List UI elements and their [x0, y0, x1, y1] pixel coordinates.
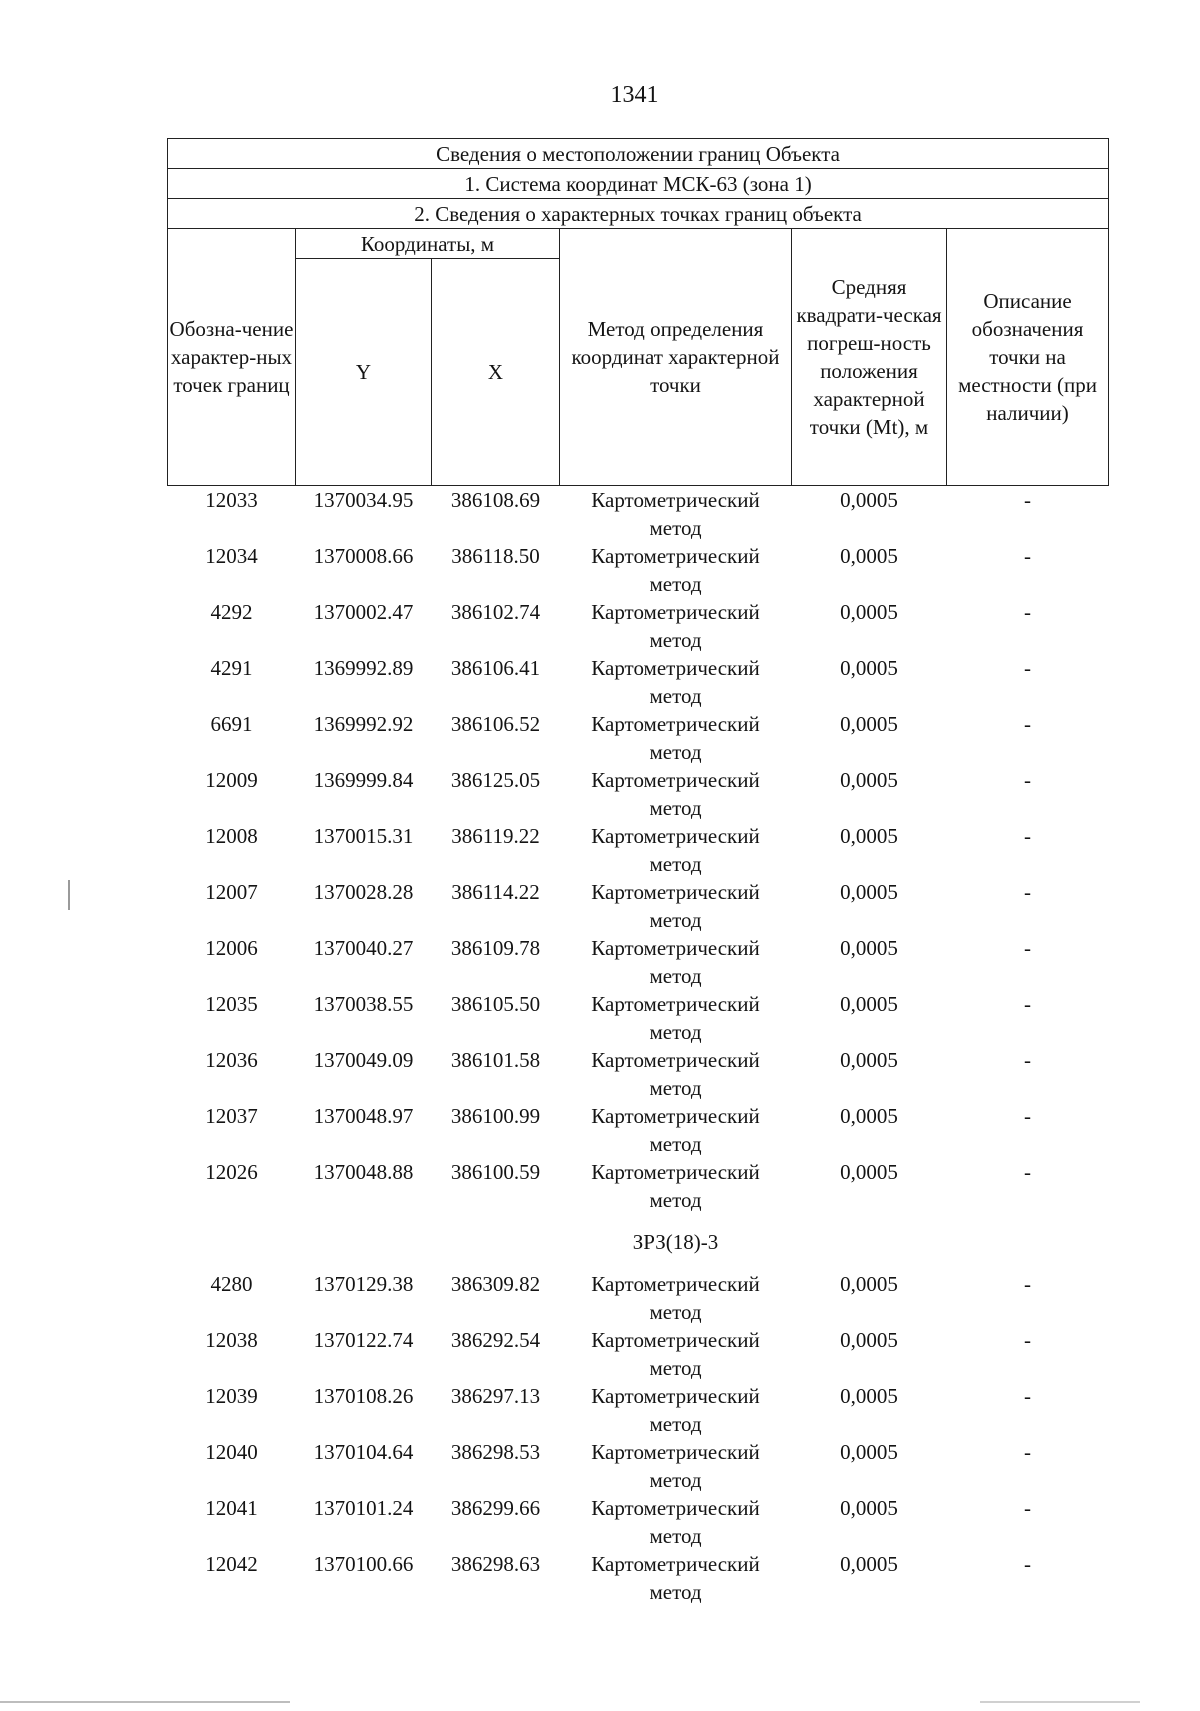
point-id: 4280: [210, 1272, 253, 1296]
point-id: 12038: [205, 1328, 258, 1352]
page-number: 1341: [610, 82, 659, 108]
error-value: 0,0005: [840, 1048, 898, 1072]
header-designation: Обозна-чение характер-ных точек границ: [168, 229, 296, 486]
method-line-2: метод: [649, 1468, 702, 1492]
method-cell: [560, 486, 792, 543]
coord-y: 1370048.88: [313, 1160, 414, 1184]
group-label-row: [168, 1214, 1109, 1270]
scan-artifact: [0, 1701, 290, 1703]
method-cell: [560, 598, 792, 654]
table-row: [168, 1494, 1109, 1550]
description-value: -: [1024, 1160, 1032, 1184]
method-line-1: Картометрический: [591, 1440, 760, 1464]
header-coordinates: Координаты, м: [296, 229, 560, 259]
method-cell: [560, 542, 792, 598]
method-line-2: метод: [649, 572, 702, 596]
description-value: -: [1024, 712, 1032, 736]
table-title: Сведения о местоположении границ Объекта: [168, 139, 1109, 169]
method-line-2: метод: [649, 628, 702, 652]
method-line-2: метод: [649, 740, 702, 764]
method-line-1: Картометрический: [591, 1272, 760, 1296]
coord-y: 1370049.09: [313, 1048, 414, 1072]
description-value: -: [1024, 544, 1032, 568]
method-cell: [560, 1494, 792, 1550]
description-value: -: [1024, 600, 1032, 624]
method-line-1: Картометрический: [591, 768, 760, 792]
description-value: -: [1024, 488, 1032, 512]
method-cell: [560, 1158, 792, 1214]
table-row: [168, 878, 1109, 934]
error-value: 0,0005: [840, 1104, 898, 1128]
method-cell: [560, 1270, 792, 1326]
method-line-2: метод: [649, 1020, 702, 1044]
table-row: [168, 1326, 1109, 1382]
point-id: 12026: [205, 1160, 258, 1184]
error-value: 0,0005: [840, 1496, 898, 1520]
description-value: -: [1024, 656, 1032, 680]
error-value: 0,0005: [840, 488, 898, 512]
point-id: 12009: [205, 768, 258, 792]
coord-y: 1370122.74: [313, 1328, 414, 1352]
coord-x: 386100.99: [450, 1104, 541, 1128]
header-y: Y: [296, 259, 432, 486]
method-line-1: Картометрический: [591, 600, 760, 624]
description-value: -: [1024, 880, 1032, 904]
description-value: -: [1024, 1048, 1032, 1072]
description-value: -: [1024, 1552, 1032, 1576]
method-line-2: метод: [649, 1076, 702, 1100]
table-row: [168, 710, 1109, 766]
error-value: 0,0005: [840, 544, 898, 568]
boundary-points-table: [167, 138, 1109, 1606]
coord-y: 1370015.31: [313, 824, 414, 848]
method-line-1: Картометрический: [591, 544, 760, 568]
header-description: Описание обозначения точки на местности (при наличии): [947, 229, 1109, 486]
error-value: 0,0005: [840, 824, 898, 848]
description-value: -: [1024, 1328, 1032, 1352]
method-line-2: метод: [649, 852, 702, 876]
method-cell: [560, 822, 792, 878]
method-cell: [560, 1438, 792, 1494]
method-line-2: метод: [649, 1188, 702, 1212]
description-value: -: [1024, 992, 1032, 1016]
coord-x: 386309.82: [450, 1272, 541, 1296]
table-row: [168, 990, 1109, 1046]
coord-y: 1370040.27: [313, 936, 414, 960]
method-line-2: метод: [649, 1300, 702, 1324]
scan-artifact: [68, 880, 70, 910]
table-row: [168, 1550, 1109, 1606]
point-id: 12008: [205, 824, 258, 848]
coord-x: 386292.54: [450, 1328, 541, 1352]
error-value: 0,0005: [840, 768, 898, 792]
point-id: 12040: [205, 1440, 258, 1464]
coord-x: 386108.69: [450, 488, 541, 512]
error-value: 0,0005: [840, 1552, 898, 1576]
point-id: 12039: [205, 1384, 258, 1408]
coord-x: 386105.50: [450, 992, 541, 1016]
method-line-2: метод: [649, 908, 702, 932]
coord-y: 1370008.66: [313, 544, 414, 568]
method-cell: [560, 934, 792, 990]
method-cell: [560, 1046, 792, 1102]
method-line-1: Картометрический: [591, 1104, 760, 1128]
coord-y: 1370038.55: [313, 992, 414, 1016]
table-row: [168, 1270, 1109, 1326]
error-value: 0,0005: [840, 1328, 898, 1352]
table-row: [168, 542, 1109, 598]
coord-y: 1370108.26: [313, 1384, 414, 1408]
coordinate-system: 1. Система координат МСК-63 (зона 1): [168, 169, 1109, 199]
method-line-1: Картометрический: [591, 936, 760, 960]
coord-y: 1370100.66: [313, 1552, 414, 1576]
error-value: 0,0005: [840, 1160, 898, 1184]
method-line-1: Картометрический: [591, 880, 760, 904]
coord-y: 1370028.28: [313, 880, 414, 904]
point-id: 4292: [210, 600, 253, 624]
method-line-1: Картометрический: [591, 1328, 760, 1352]
error-value: 0,0005: [840, 880, 898, 904]
method-cell: [560, 878, 792, 934]
point-id: 6691: [210, 712, 253, 736]
header-method: Метод определения координат характерной точки: [560, 229, 792, 486]
description-value: -: [1024, 768, 1032, 792]
method-line-2: метод: [649, 964, 702, 988]
description-value: -: [1024, 936, 1032, 960]
description-value: -: [1024, 824, 1032, 848]
table-row: [168, 1158, 1109, 1214]
point-rows-group-1: [168, 486, 1109, 1215]
description-value: -: [1024, 1104, 1032, 1128]
method-line-2: метод: [649, 796, 702, 820]
coord-x: 386299.66: [450, 1496, 541, 1520]
table-row: [168, 598, 1109, 654]
point-rows-group-2: [168, 1270, 1109, 1606]
description-value: -: [1024, 1384, 1032, 1408]
point-id: 4291: [210, 656, 253, 680]
point-id: 12042: [205, 1552, 258, 1576]
point-id: 12036: [205, 1048, 258, 1072]
method-line-2: метод: [649, 1412, 702, 1436]
coord-x: 386118.50: [451, 544, 540, 568]
method-line-2: метод: [649, 1580, 702, 1604]
method-cell: [560, 766, 792, 822]
method-line-1: Картометрический: [591, 1160, 760, 1184]
table-row: [168, 934, 1109, 990]
method-line-1: Картометрический: [591, 1048, 760, 1072]
coord-x: 386125.05: [450, 768, 541, 792]
header-x: X: [432, 259, 560, 486]
coord-y: 1369999.84: [313, 768, 414, 792]
method-cell: [560, 710, 792, 766]
section-title: 2. Сведения о характерных точках границ объекта: [168, 199, 1109, 229]
method-cell: [560, 990, 792, 1046]
table-row: [168, 822, 1109, 878]
error-value: 0,0005: [840, 936, 898, 960]
coord-x: 386298.63: [450, 1552, 541, 1576]
error-value: 0,0005: [840, 1384, 898, 1408]
coord-x: 386100.59: [450, 1160, 541, 1184]
method-line-2: метод: [649, 516, 702, 540]
coord-y: 1370034.95: [313, 488, 414, 512]
method-line-1: Картометрический: [591, 656, 760, 680]
method-cell: [560, 1102, 792, 1158]
coord-y: 1370129.38: [313, 1272, 414, 1296]
coord-x: 386102.74: [450, 600, 541, 624]
error-value: 0,0005: [840, 712, 898, 736]
method-line-1: Картометрический: [591, 1552, 760, 1576]
point-id: 12007: [205, 880, 258, 904]
error-value: 0,0005: [840, 1440, 898, 1464]
table-row: [168, 486, 1109, 543]
group-label: ЗРЗ(18)-3: [632, 1230, 719, 1254]
coord-x: 386101.58: [450, 1048, 541, 1072]
point-id: 12037: [205, 1104, 258, 1128]
point-id: 12035: [205, 992, 258, 1016]
point-id: 12041: [205, 1496, 258, 1520]
method-line-1: Картометрический: [591, 824, 760, 848]
point-id: 12006: [205, 936, 258, 960]
scan-artifact: [980, 1701, 1140, 1703]
coord-y: 1370048.97: [313, 1104, 414, 1128]
coord-x: 386109.78: [450, 936, 541, 960]
coord-x: 386106.41: [450, 656, 541, 680]
header-error: Средняя квадрати-ческая погреш-ность положения характерной точки (Mt), м: [792, 229, 947, 486]
coord-x: 386298.53: [450, 1440, 541, 1464]
coord-y: 1370002.47: [313, 600, 414, 624]
description-value: -: [1024, 1272, 1032, 1296]
table-row: [168, 1046, 1109, 1102]
coord-x: 386106.52: [450, 712, 541, 736]
method-line-2: метод: [649, 1356, 702, 1380]
method-line-1: Картометрический: [591, 488, 760, 512]
table-header: [168, 139, 1109, 486]
error-value: 0,0005: [840, 656, 898, 680]
coord-y: 1369992.92: [313, 712, 414, 736]
point-id: 12033: [205, 488, 258, 512]
error-value: 0,0005: [840, 600, 898, 624]
description-value: -: [1024, 1496, 1032, 1520]
coord-x: 386119.22: [451, 824, 540, 848]
method-line-2: метод: [649, 684, 702, 708]
error-value: 0,0005: [840, 1272, 898, 1296]
method-line-1: Картометрический: [591, 992, 760, 1016]
coord-y: 1370101.24: [313, 1496, 414, 1520]
table-row: [168, 1102, 1109, 1158]
description-value: -: [1024, 1440, 1032, 1464]
method-line-1: Картометрический: [591, 712, 760, 736]
point-id: 12034: [205, 544, 258, 568]
error-value: 0,0005: [840, 992, 898, 1016]
method-cell: [560, 1382, 792, 1438]
table-row: [168, 654, 1109, 710]
coord-x: 386114.22: [451, 880, 540, 904]
coord-y: 1370104.64: [313, 1440, 414, 1464]
coord-y: 1369992.89: [313, 656, 414, 680]
method-cell: [560, 654, 792, 710]
method-line-2: метод: [649, 1132, 702, 1156]
table-row: [168, 1438, 1109, 1494]
table-row: [168, 1382, 1109, 1438]
method-line-1: Картометрический: [591, 1384, 760, 1408]
method-cell: [560, 1550, 792, 1606]
table-row: [168, 766, 1109, 822]
method-line-1: Картометрический: [591, 1496, 760, 1520]
method-line-2: метод: [649, 1524, 702, 1548]
coord-x: 386297.13: [450, 1384, 541, 1408]
method-cell: [560, 1326, 792, 1382]
